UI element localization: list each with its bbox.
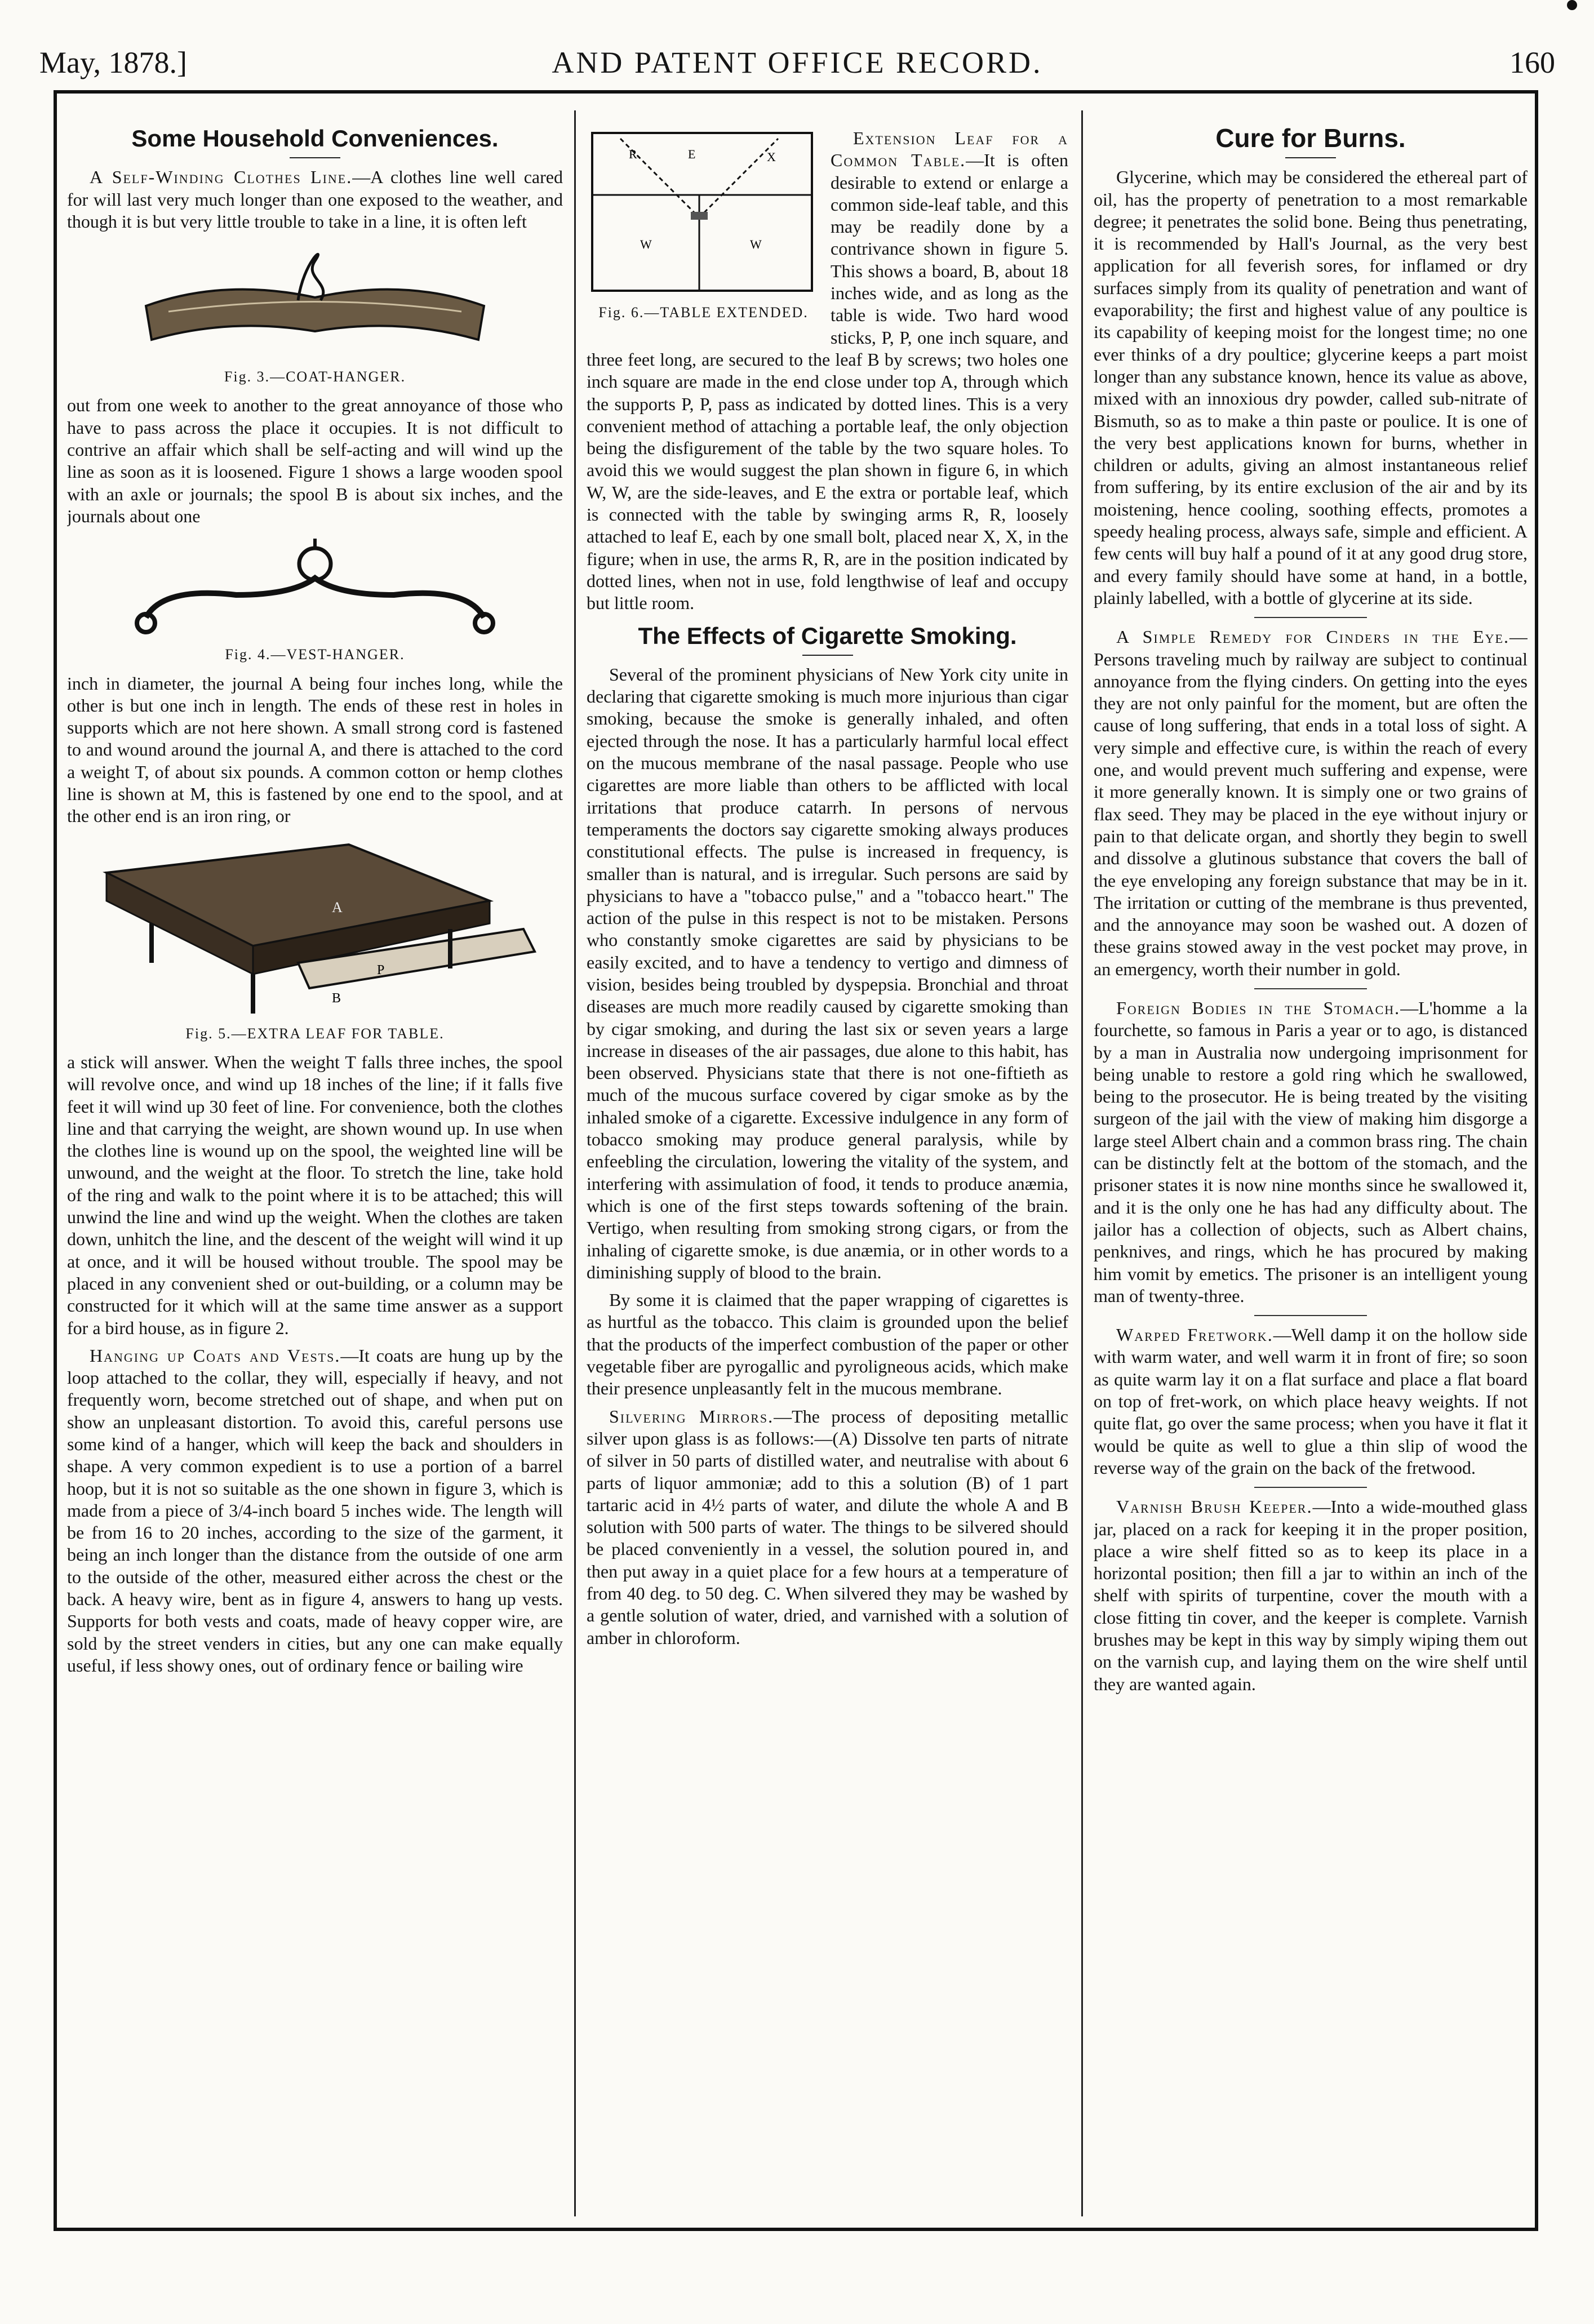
figure-caption: Fig. 4.—VEST-HANGER. (225, 646, 405, 663)
title-ornament (290, 157, 340, 158)
diagram-label-x: X (767, 150, 776, 164)
coat-hanger-illustration (135, 238, 495, 362)
lead-in: Warped Fretwork. (1116, 1325, 1273, 1345)
extra-leaf-table-illustration (84, 833, 546, 1019)
svg-text:P: P (377, 962, 385, 977)
article-title-burns: Cure for Burns. (1215, 127, 1406, 153)
paragraph: inch in diameter, the journal A being four inches long, while the other is but one inch in length. The ends of these rest in holes in supports which are not here shown. A small strong cord is fastened to and wound around the journal A, and there is attached to the cord a weight T, of about six pounds. A common cotton or hemp clothes line is shown at M, this is fastened by one end to the spool, and at the other end is an iron ring, or (67, 673, 563, 826)
page-number: 160 (1509, 46, 1555, 79)
figure-6 (587, 127, 820, 331)
svg-text:A: A (332, 899, 343, 916)
paragraph: Extension Leaf for a Common Table.—It is often desirable to extend or enlarge a common side-leaf table, and this may be readily done by a contrivance shown in figure 5. This shows a board, B, about 18 inches wide, and as long as the table is wide. Two hard wood sticks, P, P, one inch square, and three feet long, are secured to the leaf B by screws; two holes one inch square are made in the end close under top A, through which the supports P, P, pass as indicated by dotted lines. This is a very convenient method of attaching a portable leaf, the only objection being the disfigurement of the table by the two square holes. To avoid this we would suggest the plan shown in figure 6, in which W, W, are the side-leaves, and E the extra or portable leaf, which is connected with the table by swinging arms R, R, loosely attached to leaf E, each by one small bolt, placed near X, X, in the figure; when in use, the arms R, R, are in the position indicated by dotted lines, when not in use, fold lengthwise of leaf and occupy but little room. (587, 128, 1068, 614)
paragraph: Foreign Bodies in the Stomach.—L'homme a la fourchette, so famous in Paris a year or to ago, is distanced by a man in Australia now undergoing imprisonment for being unable to restore a gold ring which he swallowed, being to the prosecutor. He is being treated by the visiting surgeon of the jail with the view of making him disgorge a large steel Albert chain and a common brass ring. The chain can be distinctly felt at the bottom of the stomach, and the prisoner states it is now nine months since he swallowed it, and it is the only one he has had any difficulty about. The jailor has a collection of objects, such as Albert chains, penknives, and rings, which he has procured by making him vomit by emetics. The prisoner is an intelligent young man of twenty-three. (1094, 997, 1528, 1306)
figure-caption: Fig. 6.—TABLE EXTENDED. (598, 304, 809, 321)
article-title-cigarette: The Effects of Cigarette Smoking. (638, 622, 1017, 649)
header-date: May, 1878.] (39, 46, 187, 79)
page-frame (54, 90, 1538, 2231)
paragraph: A Simple Remedy for Cinders in the Eye.—Persons traveling much by railway are subject to continual annoyance from the flying cinders. On getting into the eyes they are not only painful for the moment, but are often the cause of long suffering, that ends in a total loss of sight. A very simple and effective cure, is within the reach of every one, and would prevent much suffering and expense, were it more generally known. It is simply one or two grains of flax seed. They may be placed in the eye without injury or pain to that delicate organ, and shortly they begin to swell and dissolve a glutinous substance that covers the ball of the eye enveloping any foreign substance that may be in it. The irritation or cutting of the membrane is thus prevented, and the annoyance may soon be washed out. A dozen of these grains stowed away in the vest pocket may prove, in an emergency, worth their number in gold. (1094, 626, 1528, 979)
lead-in: Extension Leaf for a Common Table. (831, 128, 1068, 171)
lead-in: Silvering Mirrors. (609, 1406, 774, 1427)
paragraph: out from one week to another to the great annoyance of those who have to pass across the place it occupies. It is not difficult to contrive an affair which shall be self-acting and will wind up the line as soon as it is loosened. Figure 1 shows a large wooden spool with an axle or journals; the spool B is about six inches, and the journals about one (67, 395, 563, 526)
column-1 (67, 127, 563, 2199)
article-title-household: Some Household Conveniences. (131, 127, 499, 152)
column-2 (587, 127, 1068, 2199)
diagram-label-e: E (688, 147, 696, 161)
lead-in: Foreign Bodies in the Stomach. (1116, 997, 1401, 1018)
paragraph: Silvering Mirrors.—The process of depositing metallic silver upon glass is as follows:—(A) Dissolve ten parts of nitrate of silver in 50 parts of distilled water, and neutralise with about 6 parts of liquor ammoniæ; add to this a solution (B) of 1 part tartaric acid in 4½ parts of water, and dilute the whole A and B solution with 500 parts of water. The things to be silvered should be placed conveniently in a vessel, the solution poured in, and then put away in a quiet place for a few hours at a temperature of from 40 deg. to 50 deg. C. When silvered they may be washed by a gentle solution of water, dried, and varnished with a solution of amber in chloroform. (587, 1406, 1068, 1648)
section-divider (1254, 1315, 1367, 1316)
paragraph: Varnish Brush Keeper.—Into a wide-mouthed glass jar, placed on a rack for keeping it in the proper position, place a wire shelf fitted so as to keep its place in a horizontal position; then fill a jar to within an inch of the shelf with spirits of turpentine, cover the mouth with a close fitting tin cover, and the keeper is complete. Varnish brushes may be kept in this way by simply wiping them out on the varnish cup, and laying them on the wire shelf until they are wanted again. (1094, 1496, 1528, 1694)
header-title: AND PATENT OFFICE RECORD. (552, 46, 1043, 79)
paragraph: Several of the prominent physicians of New York city unite in declaring that cigarette smoking is much more injurious than cigar smoking, because the smoke is generally inhaled, and often ejected through the nose. It has a particularly harmful local effect on the mucous membrane of the nasal passage. People who use cigarettes are more liable than others to be afflicted with local irritations that produce catarrh. In persons of nervous temperaments the doctors say cigarette smoking always produces constitutional effects. The pulse is increased in frequency, is smaller than is natural, and is irregular. Such persons are said by physicians to have a "tobacco pulse," and a "tobacco heart." The action of the pulse in this respect is not to be mistaken. Persons who constantly smoke cigarettes are said by physicians to be easily excited, and to have a tendency to vertigo and dimness of vision, besides being troubled by dyspepsia. Bronchial and throat diseases are much more readily caused by cigarette smoking than by cigar smoking, and during the last six or seven years a large increase in diseases of the air passages, due alone to this habit, has been observed. Physicians state that there is not one-fiftieth as much of the mucous surface covered by cigar smoke as by the inhaled smoke of a cigarette. Excessive indulgence in any form of tobacco smoking may produce general paralysis, while by enfeebling the circulation, lowering the vitality of the system, and interfering with assimulation of food, it tends to produce anæmia, which is one of the first steps towards softening of the brain. Vertigo, when resulting from smoking strong cigars, or from the inhaling of cigarette smoke, is due anæmia, or in other words to a diminishing supply of blood to the brain. (587, 664, 1068, 1282)
column-3 (1094, 127, 1528, 2199)
paragraph: A Self-Winding Clothes Line.—A clothes line well cared for will last very much longer than one exposed to the weather, and though it is but very little trouble to take in a line, it is often left (67, 167, 563, 232)
figure-caption: Fig. 5.—EXTRA LEAF FOR TABLE. (185, 1025, 445, 1042)
section-divider (1254, 988, 1367, 989)
paragraph: a stick will answer. When the weight T falls three inches, the spool will revolve once, and wind up 18 inches of the line; if it falls five feet it will wind up 30 feet of line. For convenience, both the clothes line and that carrying the weight, are shown wound up. In use when the clothes line is wound up on the spool, the weighted line will be unwound, and the weight at the floor. To stretch the line, take hold of the ring and walk to the point where it is to be attached; this will unwind the line and wind up the weight. When the clothes are taken down, unhitch the line, and the descent of the weight will wind it up at once, and it will be housed without trouble. The spool may be placed in any convenient shed or out-building, or a column may be constructed for it which will at the same time answer as a support for a bird house, as in figure 2. (67, 1051, 563, 1338)
diagram-label-r: R (629, 147, 637, 161)
running-header (39, 17, 1555, 79)
column-rule (574, 110, 576, 2216)
paragraph: Warped Fretwork.—Well damp it on the hollow side with warm water, and well warm it in front of fire; so soon as quite warm lay it on a flat surface and place a flat board on top of fret-work, on which place heavy weights. If not quite flat, go over the same process; when you have it flat it would be quite as well to glue a thin slip of wood the reverse way of the grain on the back of the fretwood. (1094, 1325, 1528, 1478)
paragraph: Glycerine, which may be considered the ethereal part of oil, has the property of penetration to a most remarkable degree; it penetrates the solid bone. Being thus penetrating, it is recommended by Hall's Journal, as the very best application for all feverish sores, for inflamed or dry surfaces simply from its quality of penetration and want of evaporability; the first and highest value of any poultice is its capability of keeping moist for the longest time; no one ever thinks of a dry poultice; glycerine keeps a part moist longer than any substance known, hence its value as above, mixed with an innoxious dry powder, called sub-nitrate of Bismuth, so as to make a thin paste or poulice. It is one of the very best applications known for burns, whether in children or adults, giving an almost instantaneous relief from suffering, by its entire exclusion of the air and by its moistening, hence cooling, soothing effects, promotes a speedy healing process, always safe, simple and efficient. A few cents will buy half a pound of it at any good drug store, and every family should have some at hand, in a bottle, plainly labelled, with a bottle of glycerine at its side. (1094, 167, 1528, 608)
lead-in: Varnish Brush Keeper. (1116, 1496, 1313, 1517)
section-divider (1254, 1487, 1367, 1488)
lead-in: A Simple Remedy for Cinders in the Eye. (1116, 626, 1509, 647)
diagram-label-w: W (750, 237, 762, 251)
paragraph: Hanging up Coats and Vests.—It coats are hung up by the loop attached to the collar, they will, especially if heavy, and not frequently worn, become stretched out of shape, and when put on show an unpleasant distortion. To avoid this, careful persons use some kind of a hanger, which will keep the back and shoulders in shape. A very common expedient is to use a portion of a barrel hoop, but it is not so suitable as the one shown in figure 3, which is made from a piece of 3/4-inch board 5 inches wide. The length will be from 16 to 20 inches, according to the size of the garment, it being an inch longer than the distance from the outside of one arm to the outside of the other, measured either across the chest or the back. A heavy wire, bent as in figure 4, answers to hang up vests. Supports for both vests and coats, made of heavy copper wire, are sold by the street venders in cities, but any one can make equally useful, if less showy ones, out of ordinary fence or bailing wire (67, 1345, 563, 1676)
lead-in: A Self-Winding Clothes Line. (90, 167, 353, 188)
svg-text:B: B (332, 990, 341, 1006)
section-divider (1254, 617, 1367, 618)
diagram-label-w: W (640, 237, 652, 251)
figure-caption: Fig. 3.—COAT-HANGER. (224, 368, 406, 385)
title-ornament (1285, 157, 1336, 158)
printer-mark (1567, 0, 1577, 10)
paragraph: By some it is claimed that the paper wrapping of cigarettes is as hurtful as the tobacco. This claim is grounded upon the belief that the products of the imperfect combustion of the paper or other vegetable fiber are pyrogallic and pyroligneous acids, which make their presence unpleasantly felt in the mucous membrane. (587, 1290, 1068, 1399)
lead-in: Hanging up Coats and Vests. (90, 1345, 341, 1366)
table-extended-diagram (587, 127, 820, 296)
title-ornament (802, 655, 853, 656)
vest-hanger-illustration (123, 533, 507, 640)
column-rule (1081, 110, 1083, 2216)
